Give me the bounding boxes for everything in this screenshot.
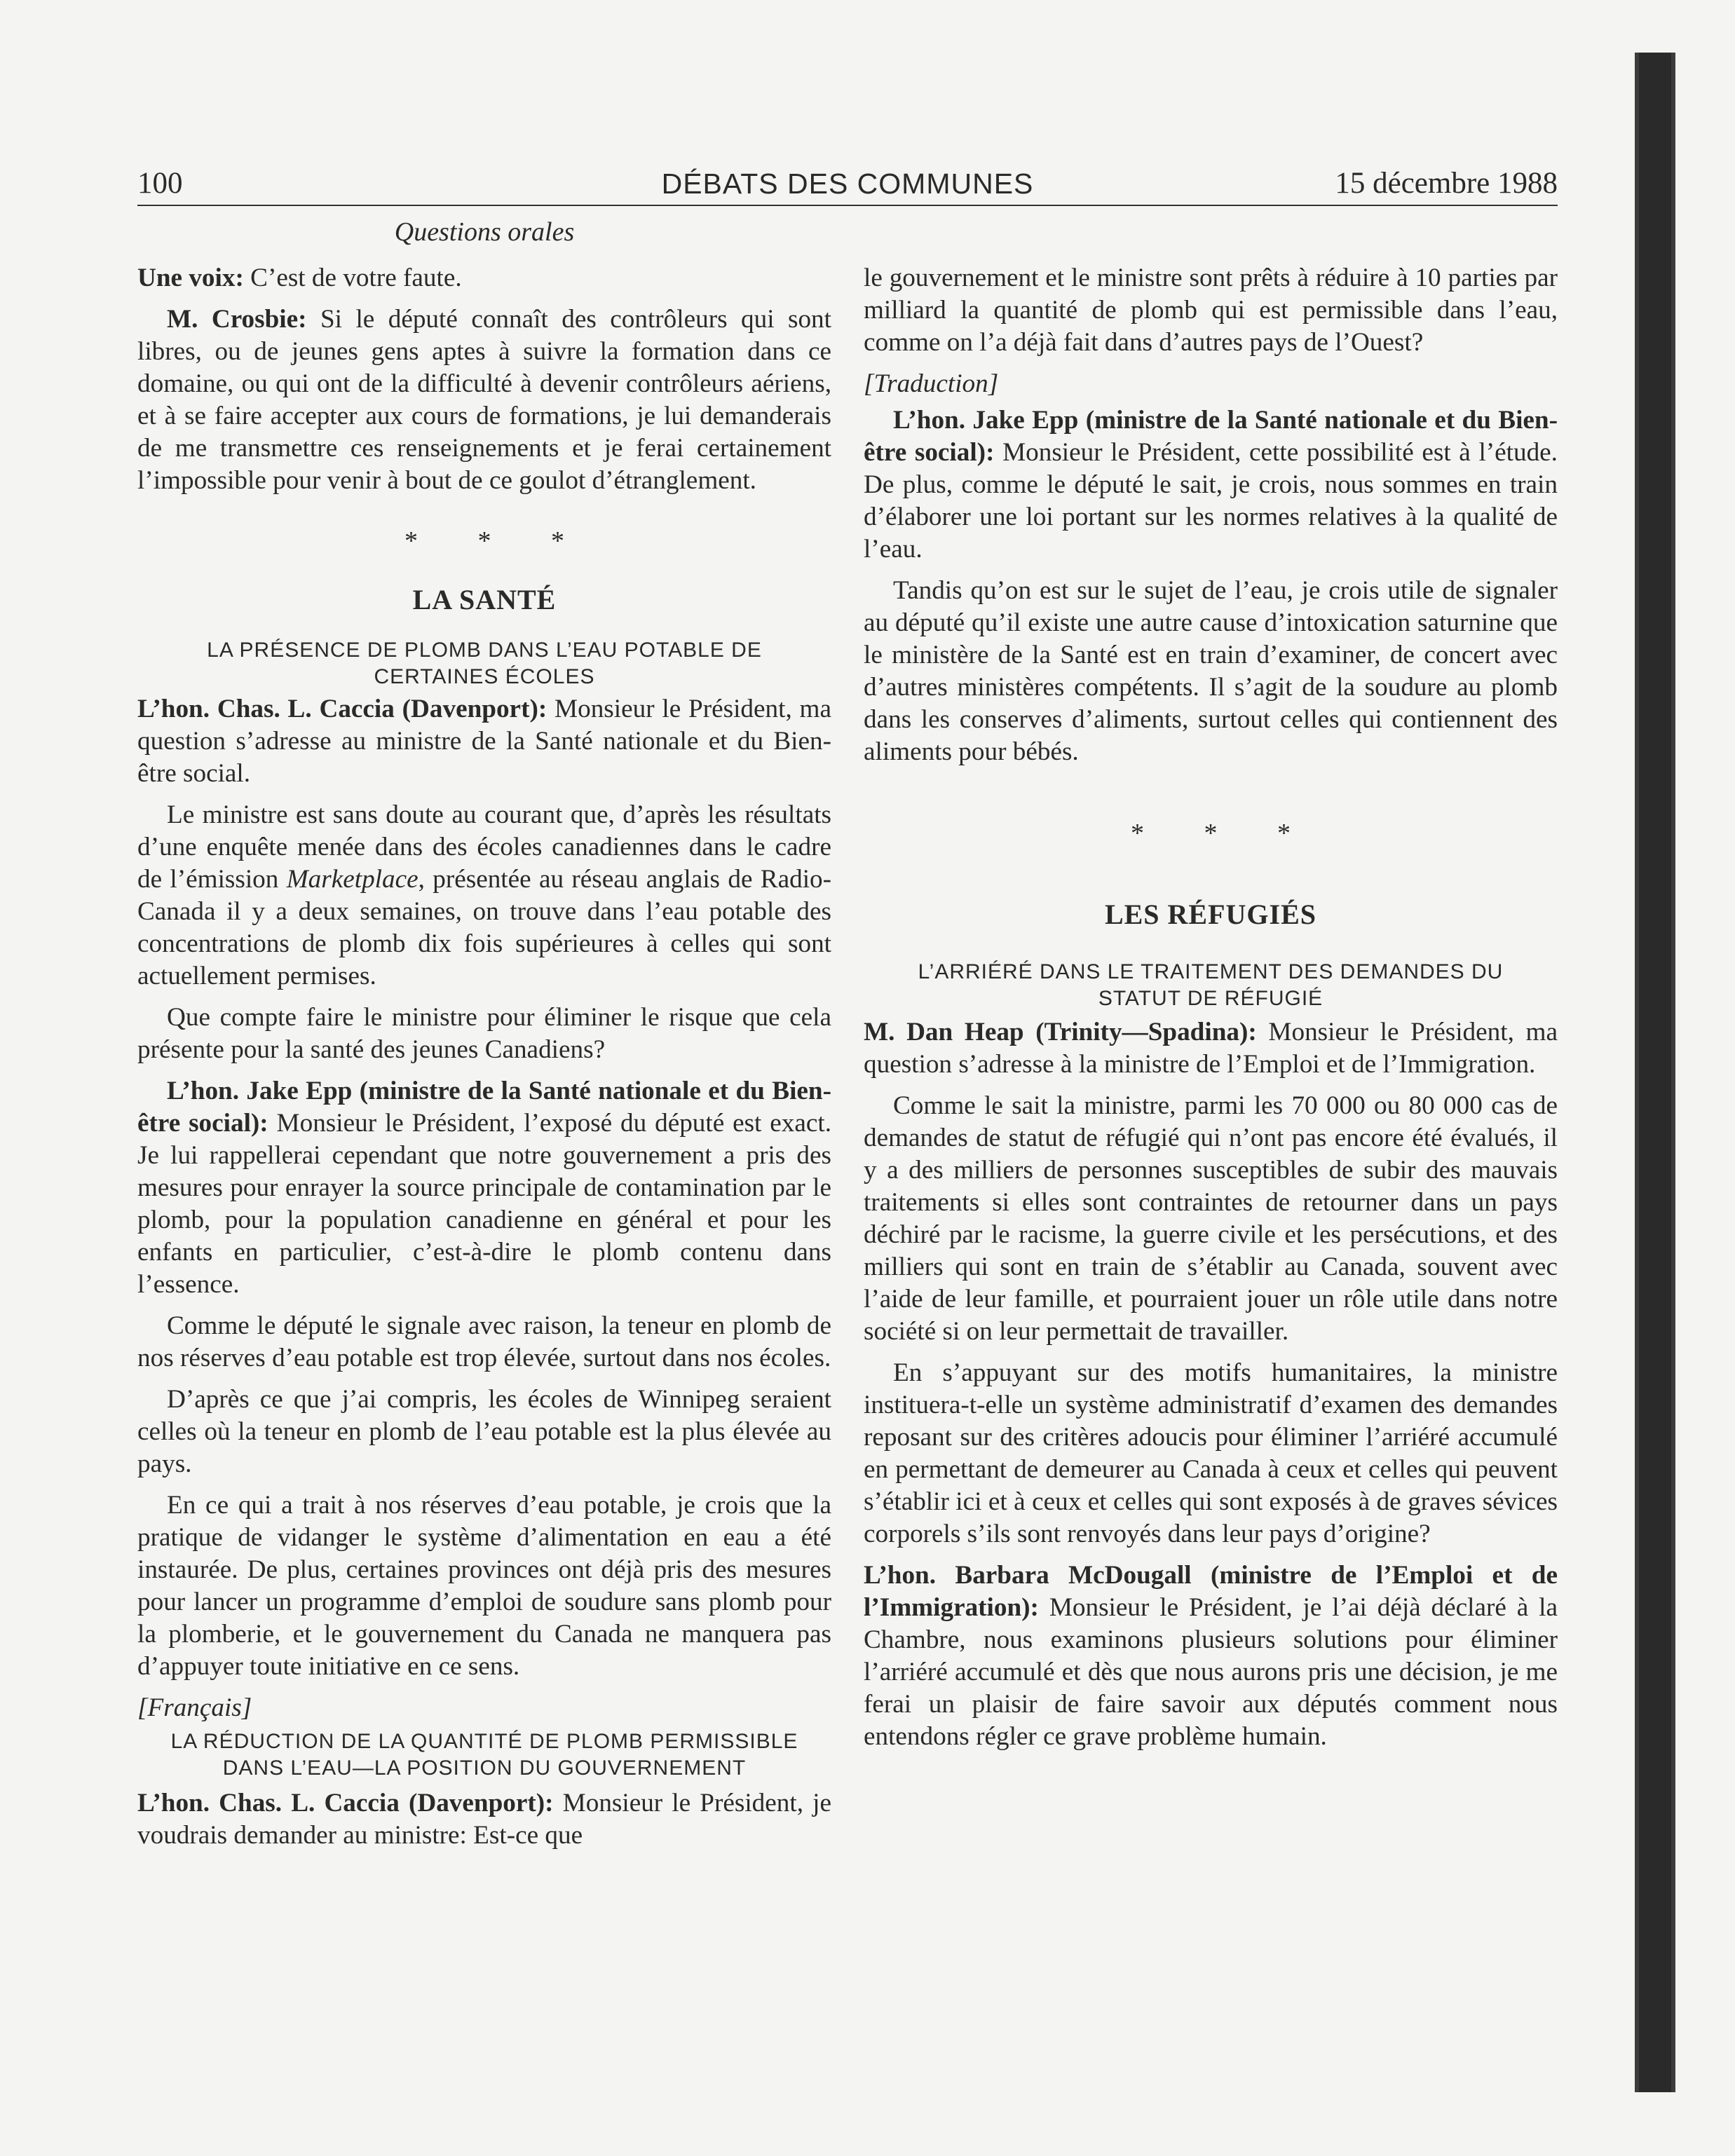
journal-title: DÉBATS DES COMMUNES [661,168,1034,200]
left-column [137,262,831,1861]
speech-text: , présentée au réseau anglais de Radio-Canada il y a deux semaines, on trouve dans l’eau potable des concentrations de plomb dix fois supérieures à celles qui sont actuellement permises. [137,865,831,990]
language-tag: [Français] [137,1693,252,1722]
speech-text: Le ministre est sans doute au courant que, d’après les résultats d’une enquête menée dans des écoles canadiennes dans le cadre de l’émission [137,800,831,894]
section-separator: * * * [404,526,591,556]
speech-text: Monsieur le Président, l’exposé du député est exact. Je lui rappellerai cependant que notre gouvernement a pris des mesures pour enrayer la source principale de contamination par le plomb, pour la population canadienne en général et pour les enfants en particulier, c’est-à-dire le plomb contenu dans l’essence. [137,1109,831,1299]
speaker-name: L’hon. Jake Epp (ministre de la Santé nationale et du Bien-être social): [137,1077,831,1138]
page-date: 15 décembre 1988 [1335,167,1558,200]
paragraph: Comme le député le signale avec raison, la teneur en plomb de nos réserves d’eau potable est trop élevée, surtout dans nos écoles. [137,1311,831,1372]
paragraph [864,404,1558,566]
paragraph: Comme le sait la ministre, parmi les 70 000 ou 80 000 cas de demandes de statut de réfugié qui n’ont pas encore été évalués, il y a des milliers de personnes susceptibles de subir des mauvais traitements si elles sont contraintes de retourner dans un pays déchiré par le racisme, la guerre civile et les persécutions, et des milliers qui sont en train de s’établir au Canada, souvent avec l’aide de leur famille, et pourraient jouer un rôle utile dans notre société si on leur permettait de travailler. [864,1091,1558,1346]
paragraph [137,693,831,790]
paragraph [137,1787,831,1852]
page-number: 100 [137,167,183,200]
section-heading: LA SANTÉ [412,584,557,615]
speech-text: Monsieur le Président, je l’ai déjà déclaré à la Chambre, nous examinons plusieurs solutions pour éliminer l’arriéré accumulé et dès que nous aurons pris une décision, je me ferai un plaisir de faire savoir aux députés comment nous entendons régler ce grave problème humain. [864,1593,1558,1751]
page-header [137,163,1558,206]
subsection-heading: LA RÉDUCTION DE LA QUANTITÉ DE PLOMB PERMISSIBLE DANS L’EAU—LA POSITION DU GOUVERNEMENT [170,1730,798,1780]
section-heading: LES RÉFUGIÉS [1104,899,1317,930]
language-tag: [Traduction] [864,369,999,398]
paragraph [864,1560,1558,1753]
scan-edge-band-inner [1639,53,1671,2092]
right-column [864,262,1558,1762]
speech-text: Monsieur le Président, ma question s’adresse à la ministre de l’Emploi et de l’Immigration. [864,1018,1558,1079]
speaker-name: L’hon. Chas. L. Caccia (Davenport): [137,695,547,723]
program-title: Marketplace [286,865,419,894]
speaker-name: L’hon. Jake Epp (ministre de la Santé nationale et du Bien-être social): [864,406,1558,467]
paragraph: D’après ce que j’ai compris, les écoles de Winnipeg seraient celles où la teneur en plomb de l’eau potable est la plus élevée au pays. [137,1385,831,1478]
speaker-name: M. Crosbie: [167,305,307,334]
section-label: Questions orales [394,217,575,247]
speaker-name: L’hon. Chas. L. Caccia (Davenport): [137,1789,554,1817]
paragraph: Que compte faire le ministre pour éliminer le risque que cela présente pour la santé des jeunes Canadiens? [137,1003,831,1064]
paragraph: En ce qui a trait à nos réserves d’eau potable, je crois que la pratique de vidanger le système d’alimentation en eau a été instaurée. De plus, certaines provinces ont déjà pris des mesures pour lancer un programme d’emploi de soudure sans plomb pour la plomberie, et le gouvernement du Canada ne manquera pas d’appuyer toute initiative en ce sens. [137,1491,831,1681]
subsection-heading: LA PRÉSENCE DE PLOMB DANS L’EAU POTABLE DE CERTAINES ÉCOLES [207,639,762,688]
speaker-name: Une voix: [137,264,244,292]
paragraph [137,799,831,992]
paragraph: En s’appuyant sur des motifs humanitaires, la ministre instituera-t-elle un système administratif d’examen des demandes reposant sur des critères adoucis pour éliminer l’arriéré accumulé en permettant de demeurer au Canada à ceux et celles qui peuvent s’établir ici et à ceux et celles qui sont exposés à de graves sévices corporels s’ils sont renvoyés dans leur pays d’origine? [864,1358,1558,1548]
paragraph [137,303,831,497]
speech-text: Monsieur le Président, cette possibilité est à l’étude. De plus, comme le député le sait, je crois, nous sommes en train d’élaborer une loi portant sur les normes relatives à la qualité de l’eau. [864,438,1558,564]
paragraph [864,1016,1558,1081]
speech-text: Monsieur le Président, je voudrais demander au ministre: Est-ce que [137,1789,831,1850]
section-separator: * * * [1131,819,1317,848]
speaker-name: M. Dan Heap (Trinity—Spadina): [864,1018,1257,1046]
speech-text: Si le député connaît des contrôleurs qui sont libres, ou de jeunes gens aptes à suivre la formation dans ce domaine, ou qui ont de la difficulté à devenir contrôleurs aériens, et à se faire accepter aux cours de formations, je lui demanderais de me transmettre ces renseignements et je ferai certainement l’impossible pour venir à bout de ce goulot d’étranglement. [137,305,831,495]
paragraph: Tandis qu’on est sur le sujet de l’eau, je crois utile de signaler au député qu’il existe une autre cause d’intoxication saturnine que le ministère de la Santé est en train d’examiner, de concert avec d’autres ministères compétents. Il s’agit de la soudure au plomb dans les conserves d’aliments, surtout celles qui contiennent des aliments pour bébés. [864,576,1558,766]
paragraph [137,262,831,294]
paragraph: le gouvernement et le ministre sont prêts à réduire à 10 parties par milliard la quantité de plomb qui est permissible dans l’eau, comme on l’a déjà fait dans d’autres pays de l’Ouest? [864,264,1558,357]
subsection-heading: L’ARRIÉRÉ DANS LE TRAITEMENT DES DEMANDES DU STATUT DE RÉFUGIÉ [918,960,1504,1010]
speaker-name: L’hon. Barbara McDougall (ministre de l’Emploi et de l’Immigration): [864,1561,1558,1622]
speech-text: C’est de votre faute. [243,264,462,292]
speech-text: Monsieur le Président, ma question s’adresse au ministre de la Santé nationale et du Bien-être social. [137,695,831,788]
paragraph [137,1075,831,1301]
